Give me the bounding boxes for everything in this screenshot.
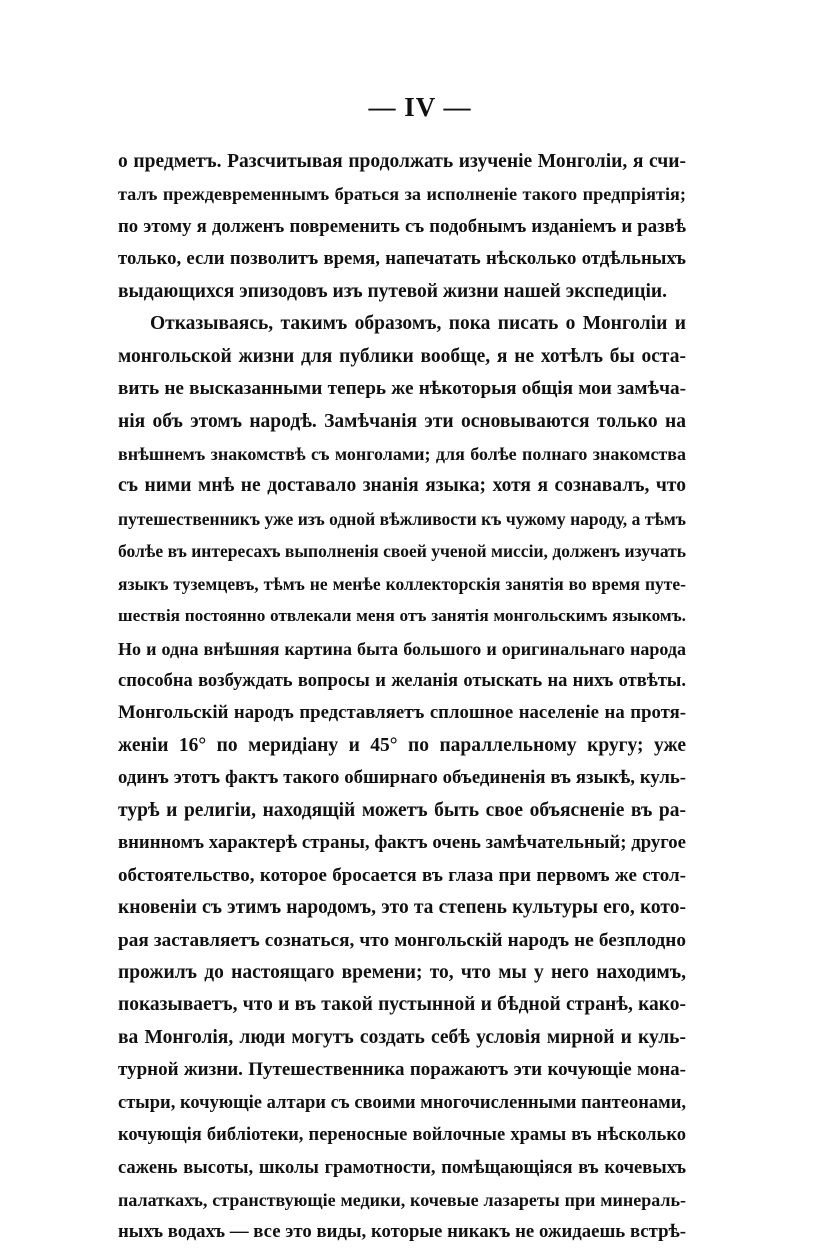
text-line: только, если позволитъ время, напечатать нѣсколько отдѣльныхъ xyxy=(118,248,686,270)
text-line: рая заставляетъ сознаться, что монгольскій народъ не безплодно xyxy=(118,929,686,951)
text-line: выдающихся эпизодовъ изъ путевой жизни нашей экспедиціи. xyxy=(118,280,668,302)
text-line: стыри, кочующіе алтари съ своими многочисленными пантеонами, xyxy=(118,1092,686,1113)
text-line: обстоятельство, которое бросается въ глаза при первомъ же стол- xyxy=(118,864,686,886)
paragraph-start-line: Отказываясь, такимъ образомъ, пока писать о Монголіи и xyxy=(150,313,686,335)
text-line: вить не высказанными теперь же нѣкоторыя общія мои замѣча- xyxy=(118,378,686,400)
text-line: кновеніи съ этимъ народомъ, это та степень культуры его, кото- xyxy=(118,897,686,919)
text-line: палаткахъ, странствующіе медики, кочевые лазареты при минераль- xyxy=(118,1190,686,1210)
text-line: способна возбуждать вопросы и желанія отыскать на нихъ отвѣты. xyxy=(118,671,686,691)
text-line: нія объ этомъ народѣ. Замѣчанія эти основываются только на xyxy=(118,410,686,432)
text-line: прожилъ до настоящаго времени; то, что мы у него находимъ, xyxy=(118,961,686,983)
text-line: внинномъ характерѣ страны, фактъ очень замѣчательный; другое xyxy=(118,832,686,854)
text-line: болѣе въ интересахъ выполненія своей ученой миссіи, долженъ изучать xyxy=(118,541,686,562)
text-line: показываетъ, что и въ такой пустынной и бѣдной странѣ, како- xyxy=(118,994,686,1016)
text-line: шествія постоянно отвлекали меня отъ занятія монгольскимъ языкомъ. xyxy=(118,606,686,626)
text-line: Монгольскій народъ представляетъ сплошное населеніе на протя- xyxy=(118,702,686,724)
text-line: женіи 16° по меридіану и 45° по параллельному кругу; уже xyxy=(118,734,686,756)
text-line: ныхъ водахъ — все это виды, которые никакъ не ожидаешь встрѣ- xyxy=(118,1221,686,1243)
text-line: монгольской жизни для публики вообще, я не хотѣлъ бы оста- xyxy=(118,345,686,367)
text-line: о предметъ. Разсчитывая продолжать изученіе Монголіи, я счи- xyxy=(118,151,686,172)
text-line: языкъ туземцевъ, тѣмъ не менѣе коллекторскія занятія во время путе- xyxy=(118,573,686,594)
text-line: внѣшнемъ знакомствѣ съ монголами; для болѣе полнаго знакомства xyxy=(118,443,686,464)
text-line: сажень высоты, школы грамотности, помѣщающіяся въ кочевыхъ xyxy=(118,1157,686,1178)
text-line: Но и одна внѣшняя картина быта большого и оригинальнаго народа xyxy=(118,638,686,659)
text-line: путешественникъ уже изъ одной вѣжливости къ чужому народу, а тѣмъ xyxy=(118,508,686,529)
text-line: талъ преждевременнымъ браться за исполненіе такого предпріятія; xyxy=(118,184,686,205)
text-line: ва Монголія, люди могутъ создать себѣ условія мирной и куль- xyxy=(118,1026,686,1048)
text-line: турной жизни. Путешественника поражаютъ эти кочующіе мона- xyxy=(118,1059,686,1081)
text-line: по этому я долженъ повременить съ подобнымъ изданіемъ и развѣ xyxy=(118,215,686,237)
page-number-header: — IV — xyxy=(368,92,472,122)
text-line: одинъ этотъ фактъ такого обширнаго объединенія въ языкѣ, куль- xyxy=(118,767,686,789)
text-line: съ ними мнѣ не доставало знанія языка; хотя я сознавалъ, что xyxy=(118,475,686,497)
body-text xyxy=(118,146,686,1249)
text-line: турѣ и религіи, находящій можетъ быть свое объясненіе въ ра- xyxy=(118,799,686,821)
text-line: кочующія библіотеки, переносные войлочные храмы въ нѣсколько xyxy=(118,1125,686,1146)
